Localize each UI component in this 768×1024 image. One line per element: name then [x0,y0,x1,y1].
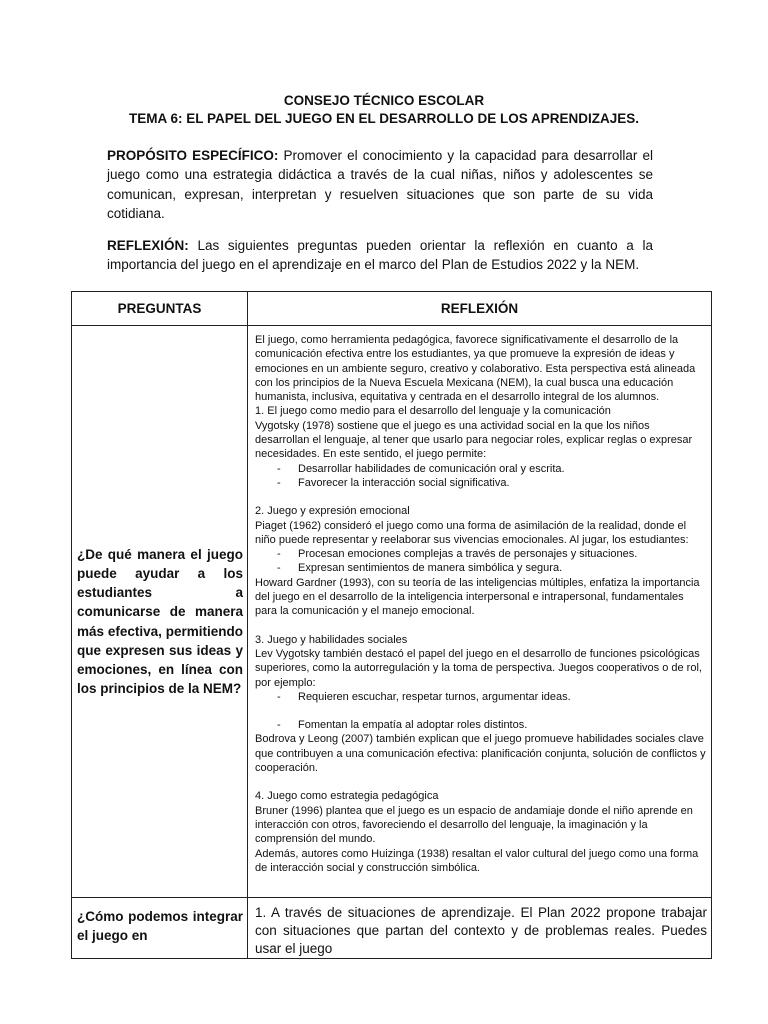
reflection-cell [248,326,712,898]
proposito-text: Promover el conocimiento y la capacidad para desarrollar el juego como una estrategia didáctica a través de la cual niñas, niños y adolescentes se comunican, expresan, interpretan y resuelven situaciones que son parte de su vida cotidiana. [107,148,653,221]
reflexion-label: REFLEXIÓN: [107,238,189,253]
bullet-item [255,690,706,704]
reflection-heading: 1. El juego como medio para el desarrollo del lenguaje y la comunicación [255,405,611,418]
bullet-text: Expresan sentimientos de manera simbólica y segura. [298,562,563,575]
bullet-text: Requieren escuchar, respetar turnos, argumentar ideas. [298,690,571,703]
reflection-text: Piaget (1962) consideró el juego como una forma de asimilación de la realidad, donde el niño puede representar y reelaborar sus vivencias emocionales. Al jugar, los estudiantes: [255,519,689,546]
proposito-paragraph [107,146,653,223]
question-cell: ¿De qué manera el juego puede ayudar a los estudiantes a comunicarse de manera más efectiva, permitiendo que expresen sus ideas y emociones, en línea con los principios de la NEM? [72,326,248,898]
reflection-text: Lev Vygotsky también destacó el papel del juego en el desarrollo de funciones psicológicas superiores, como la autorregulación y la toma de perspectiva. Juegos cooperativos o de rol, por ejemplo: [255,647,702,689]
bullet-dash: - [277,719,281,732]
table-row [72,898,712,959]
bullet-text: Favorecer la interacción social significativa. [298,476,510,489]
bullet-dash: - [277,690,281,703]
bullet-text: Fomentan la empatía al adoptar roles distintos. [298,719,528,732]
reflexion-text: Las siguientes preguntas pueden orientar la reflexión en cuanto a la importancia del juego en el aprendizaje en el marco del Plan de Estudios 2022 y la NEM. [107,238,653,273]
reflection-heading: 2. Juego y expresión emocional [255,505,410,518]
reflection-text: Vygotsky (1978) sostiene que el juego es una actividad social en la que los niños desarrollan el lenguaje, al tener que usarlo para negociar roles, explicar reglas o expresar necesidades. En este sentido, el juego permite: [255,419,693,461]
reflection-text: El juego, como herramienta pedagógica, favorece significativamente el desarrollo de la comunicación efectiva entre los estudiantes, ya que promueve la expresión de ideas y emociones en un ambiente seguro, creativo y colaborativo. Esta perspectiva está alineada con los principios de la Nueva Escuela Mexicana (NEM), la cual busca una educación humanista, inclusiva, equitativa y centrada en el desarrollo integral de los alumnos. [255,334,696,404]
question-cell: ¿Cómo podemos integrar el juego en [72,898,248,959]
bullet-text: Desarrollar habilidades de comunicación oral y escrita. [298,462,565,475]
bullet-dash: - [277,548,281,561]
reflection-text: Bodrova y Leong (2007) también explican que el juego promueve habilidades sociales clave que contribuyen a una comunicación efectiva: planificación conjunta, solución de conflictos y cooperación. [255,733,706,775]
reflection-heading: 3. Juego y habilidades sociales [255,633,408,646]
reflection-text: Howard Gardner (1993), con su teoría de las inteligencias múltiples, enfatiza la importancia del juego en el desarrollo de la inteligencia interpersonal e intrapersonal, fundamentales para la comunicación y el manejo emocional. [255,576,700,618]
proposito-label: PROPÓSITO ESPECÍFICO: [107,148,279,163]
reflection-heading: 4. Juego como estrategia pedagógica [255,790,439,803]
header-reflexion: REFLEXIÓN [248,292,712,326]
bullet-item [255,476,706,490]
reflection-table [71,291,712,959]
doc-title-tema: TEMA 6: EL PAPEL DEL JUEGO EN EL DESARROLLO DE LOS APRENDIZAJES. [128,111,640,126]
bullet-text: Procesan emociones complejas a través de personajes y situaciones. [298,548,638,561]
bullet-dash: - [277,476,281,489]
bullet-item [255,718,706,732]
bullet-item [255,547,706,561]
reflection-cell: 1. A través de situaciones de aprendizaje. El Plan 2022 propone trabajar con situaciones que partan del contexto y de problemas reales. Puedes usar el juego [248,898,712,959]
doc-title-consejo: CONSEJO TÉCNICO ESCOLAR [283,93,485,108]
reflection-text: Además, autores como Huizinga (1938) resaltan el valor cultural del juego como una forma de interacción social y construcción simbólica. [255,847,699,874]
reflexion-paragraph [107,236,653,275]
table-row [72,326,712,898]
bullet-item [255,561,706,575]
header-preguntas: PREGUNTAS [72,292,248,326]
reflection-text: Bruner (1996) plantea que el juego es un espacio de andamiaje donde el niño aprende en interacción con otros, favoreciendo el desarrollo del lenguaje, la imaginación y la comprensión del mundo. [255,804,693,846]
bullet-dash: - [277,562,281,575]
bullet-item [255,462,706,476]
table-header-row [72,292,712,326]
bullet-dash: - [277,462,281,475]
